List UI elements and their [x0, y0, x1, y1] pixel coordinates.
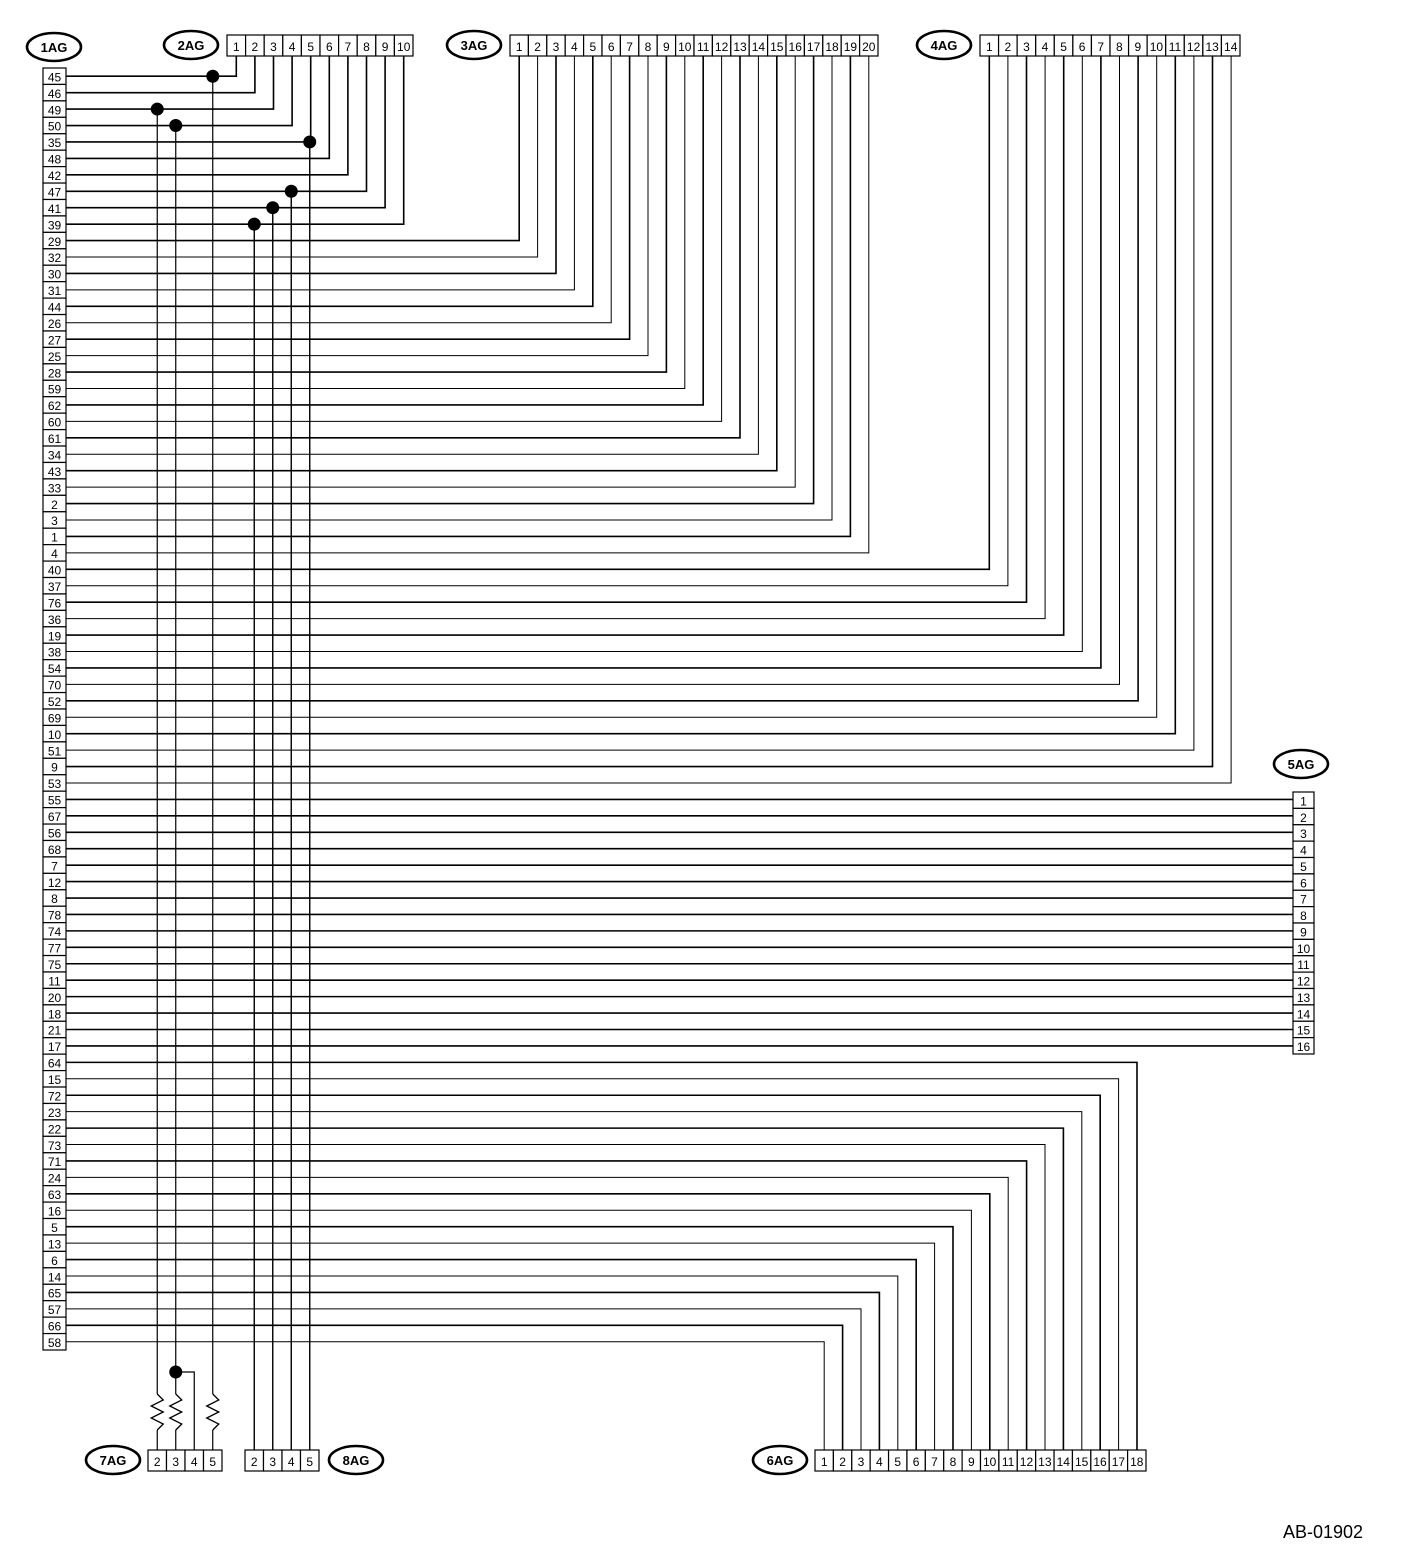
connector-6ag-pin-label: 3 [857, 1455, 865, 1469]
connector-1ag-pin-label: 48 [47, 152, 62, 167]
wire-6ag-5 [66, 1276, 898, 1450]
junction-dot [266, 201, 279, 214]
connector-6ag-pin-label: 1 [820, 1455, 828, 1469]
connector-2ag-pin-label: 5 [307, 40, 315, 54]
connector-4ag-pin-label: 1 [985, 40, 993, 54]
connector-1ag-pin-label: 37 [47, 579, 62, 594]
connector-6ag-pin-label: 12 [1019, 1455, 1034, 1469]
connector-5ag-pin-label: 13 [1296, 990, 1311, 1005]
connector-7ag-pin-label: 2 [153, 1455, 161, 1469]
wire-3ag-14 [66, 56, 758, 454]
connector-1ag-pin-label: 31 [47, 284, 62, 299]
connector-2ag-pin-label: 7 [344, 40, 352, 54]
wire-6ag-4 [66, 1292, 879, 1450]
connector-1ag-pin-label: 40 [47, 563, 62, 578]
connector-4ag-pin-label: 8 [1115, 40, 1123, 54]
connector-1ag-pin-label: 29 [47, 234, 62, 249]
connector-1ag-pin-label: 57 [47, 1303, 62, 1318]
connector-1ag-pin-label: 25 [47, 349, 62, 364]
wire-6ag-18 [66, 1062, 1137, 1450]
connector-1ag-label: 1AG [40, 40, 68, 55]
connector-8ag-label: 8AG [342, 1453, 370, 1468]
connector-6ag-pin-label: 11 [1001, 1455, 1015, 1469]
connector-1ag-pin-label: 44 [47, 300, 62, 315]
connector-3ag-pin-label: 15 [770, 40, 784, 54]
connector-3ag-pin-label: 7 [626, 40, 633, 54]
wire-4ag-13 [66, 56, 1213, 767]
wire-3ag-4 [66, 56, 574, 290]
connector-7ag-pin-label: 4 [190, 1455, 198, 1469]
connector-6ag-pin-label: 7 [931, 1455, 938, 1469]
wire-2ag-10 [66, 56, 404, 224]
connector-1ag-pin-label: 10 [47, 727, 62, 742]
wire-6ag-12 [66, 1161, 1027, 1450]
connector-1ag-pin-label: 1 [51, 530, 58, 545]
wire-3ag-15 [66, 56, 777, 471]
connector-2ag-pin-label: 1 [232, 40, 240, 54]
connector-1ag-pin-label: 2 [51, 497, 58, 512]
connector-8ag-pin-label: 3 [269, 1455, 277, 1469]
connector-1ag-pin-label: 8 [51, 892, 58, 907]
connector-1ag-pin-label: 58 [47, 1336, 62, 1350]
connector-1ag-pin-label: 53 [47, 777, 62, 792]
connector-1ag-pin-label: 46 [47, 86, 62, 101]
connector-1ag-pin-label: 69 [47, 711, 62, 726]
junction-dot [285, 185, 298, 198]
connector-5ag-pin-label: 12 [1296, 974, 1311, 989]
connector-7ag-label: 7AG [99, 1453, 127, 1468]
connector-2ag-pin-label: 3 [270, 40, 277, 54]
connector-1ag-pin-label: 11 [48, 974, 61, 989]
connector-1ag-pin-label: 13 [47, 1237, 62, 1252]
connector-1ag-pin-label: 30 [47, 267, 62, 282]
connector-4ag-pin-label: 10 [1149, 40, 1164, 54]
wire-6ag-2 [66, 1325, 843, 1450]
connector-3ag-pin-label: 13 [733, 40, 747, 54]
connector-1ag-pin-label: 45 [47, 70, 62, 85]
connector-6ag-pin-label: 8 [949, 1455, 957, 1469]
connector-4ag-pin-label: 13 [1205, 40, 1219, 54]
connector-2ag-label: 2AG [177, 38, 205, 53]
connector-4ag-pin-label: 5 [1060, 40, 1067, 54]
connector-8ag-pin-label: 5 [306, 1455, 314, 1469]
reference-code: AB-01902 [1283, 1522, 1364, 1542]
wire-3ag-2 [66, 56, 538, 257]
connector-1ag-pin-label: 50 [47, 119, 62, 134]
connector-5ag-pin-label: 2 [1300, 810, 1307, 825]
connector-2ag-pin-label: 2 [251, 40, 259, 54]
connector-1ag-pin-label: 14 [47, 1270, 62, 1285]
connector-2ag-pin-label: 6 [325, 40, 333, 54]
wire-3ag-12 [66, 56, 722, 421]
connector-6ag-pin-label: 2 [839, 1455, 846, 1469]
connector-1ag-pin-label: 73 [47, 1138, 62, 1153]
wire-6ag-17 [66, 1079, 1119, 1450]
connector-1ag-pin-label: 54 [47, 662, 62, 677]
connector-1ag-pin-label: 56 [47, 826, 62, 841]
connector-1ag-pin-label: 34 [47, 448, 62, 463]
connector-1ag-pin-label: 76 [47, 596, 62, 611]
wire-4ag-2 [66, 56, 1008, 586]
connector-6ag-pin-label: 18 [1130, 1455, 1144, 1469]
connector-1ag-pin-label: 3 [51, 514, 58, 529]
connector-1ag-pin-label: 26 [47, 316, 62, 331]
resistor-icon [207, 1394, 219, 1430]
connector-1ag-pin-label: 59 [47, 382, 62, 397]
connector-1ag-pin-label: 9 [51, 760, 58, 775]
connector-1ag-pin-label: 22 [47, 1122, 62, 1137]
connector-3ag-pin-label: 4 [571, 40, 578, 54]
connector-1ag-pin-label: 23 [47, 1105, 62, 1120]
junction-dot [206, 70, 219, 83]
connector-4ag-pin-label: 6 [1078, 40, 1086, 54]
connector-5ag-pin-label: 1 [1300, 794, 1307, 809]
connector-5ag-pin-label: 14 [1296, 1007, 1311, 1022]
connector-1ag-pin-label: 71 [47, 1155, 62, 1170]
connector-5ag-pin-label: 9 [1300, 925, 1307, 940]
connector-1ag-pin-label: 5 [51, 1220, 58, 1235]
connector-1ag-pin-label: 62 [47, 399, 62, 414]
connector-3ag-pin-label: 14 [751, 40, 766, 54]
connector-3ag-pin-label: 18 [825, 40, 839, 54]
connector-1ag-pin-label: 38 [47, 645, 62, 660]
wire-3ag-19 [66, 56, 850, 536]
connector-3ag-pin-label: 19 [843, 40, 858, 54]
connector-5ag-pin-label: 11 [1297, 958, 1310, 973]
connector-4ag-pin-label: 3 [1023, 40, 1030, 54]
connector-1ag-pin-label: 47 [47, 185, 62, 200]
connector-1ag-pin-label: 4 [51, 547, 58, 562]
connector-6ag-pin-label: 9 [967, 1455, 975, 1469]
connector-1ag-pin-label: 75 [47, 957, 62, 972]
connector-1ag-pin-label: 78 [47, 908, 62, 923]
connector-1ag-pin-label: 41 [47, 201, 62, 216]
connector-1ag-pin-label: 36 [47, 612, 62, 627]
connector-3ag-pin-label: 1 [515, 40, 523, 54]
connector-7ag-pin-label: 3 [172, 1455, 180, 1469]
wire-2ag-4 [66, 56, 292, 126]
connector-6ag-pin-label: 4 [876, 1455, 883, 1469]
wire-3ag-8 [66, 56, 648, 356]
wire-2ag-9 [66, 56, 385, 208]
connector-4ag-pin-label: 14 [1224, 40, 1238, 54]
connector-1ag-pin-label: 19 [47, 629, 62, 644]
wire-4ag-9 [66, 56, 1138, 701]
connector-1ag-pin-label: 72 [47, 1089, 62, 1104]
wire-6ag-1 [66, 1342, 824, 1450]
wire-4ag-7 [66, 56, 1101, 668]
connector-6ag-pin-label: 14 [1056, 1455, 1070, 1469]
connector-5ag-label: 5AG [1287, 757, 1315, 772]
connector-7ag-pin-label: 5 [209, 1455, 217, 1469]
wire-2ag-3 [66, 56, 274, 109]
connector-3ag-pin-label: 8 [644, 40, 652, 54]
wire-6ag-7 [66, 1243, 935, 1450]
wire-3ag-6 [66, 56, 611, 323]
connector-1ag-pin-label: 17 [47, 1040, 62, 1055]
connector-4ag-label: 4AG [930, 38, 958, 53]
connector-1ag-pin-label: 32 [47, 251, 62, 266]
connector-6ag-pin-label: 6 [912, 1455, 920, 1469]
junction-dot [151, 103, 164, 116]
connector-6ag-pin-label: 5 [894, 1455, 902, 1469]
connector-1ag-pin-label: 52 [47, 695, 62, 709]
connector-4ag-pin-label: 7 [1097, 40, 1105, 54]
connector-8ag-pin-label: 2 [250, 1455, 258, 1469]
connector-1ag-pin-label: 12 [47, 875, 62, 890]
wire-6ag-3 [66, 1309, 861, 1450]
wire-2ag-6 [66, 56, 329, 158]
connector-2ag-pin-label: 9 [381, 40, 389, 54]
connector-1ag-pin-label: 70 [47, 678, 62, 693]
connector-3ag-pin-label: 5 [589, 40, 597, 54]
connector-6ag-pin-label: 16 [1093, 1455, 1107, 1469]
connector-5ag-pin-label: 7 [1300, 892, 1307, 907]
connector-5ag-pin-label: 6 [1300, 876, 1307, 891]
resistor-icon [170, 1394, 182, 1430]
connector-3ag-pin-label: 17 [806, 40, 821, 54]
connector-1ag-pin-label: 51 [47, 744, 62, 759]
connector-1ag-pin-label: 68 [47, 842, 62, 857]
connector-8ag-pin-label: 4 [287, 1455, 295, 1469]
connector-1ag-pin-label: 24 [47, 1171, 62, 1186]
connector-4ag-pin-label: 11 [1168, 40, 1182, 54]
connector-4ag-pin-label: 2 [1004, 40, 1012, 54]
connector-3ag-pin-label: 9 [663, 40, 670, 54]
connector-5ag-pin-label: 15 [1296, 1023, 1311, 1038]
connector-3ag-label: 3AG [460, 38, 488, 53]
connector-1ag-pin-label: 74 [47, 925, 62, 940]
connector-3ag-pin-label: 12 [714, 40, 729, 54]
connector-1ag-pin-label: 60 [47, 415, 62, 430]
connector-1ag-pin-label: 28 [47, 366, 62, 381]
connector-1ag-pin-label: 21 [47, 1023, 62, 1038]
connector-3ag-pin-label: 16 [788, 40, 802, 54]
connector-5ag-pin-label: 5 [1300, 859, 1307, 874]
connector-2ag-pin-label: 4 [288, 40, 296, 54]
connector-5ag-pin-label: 3 [1300, 827, 1307, 842]
connector-1ag-pin-label: 67 [47, 810, 62, 825]
junction-dot [248, 218, 261, 231]
connector-1ag-pin-label: 33 [47, 481, 62, 496]
junction-dot [169, 119, 182, 132]
connector-1ag-pin-label: 77 [47, 941, 62, 956]
connector-1ag-pin-label: 61 [47, 432, 62, 447]
wire-4ag-5 [66, 56, 1064, 635]
wire-6ag-16 [66, 1095, 1100, 1450]
connector-5ag-pin-label: 16 [1296, 1040, 1311, 1054]
connector-1ag-pin-label: 18 [47, 1007, 62, 1022]
connector-3ag-pin-label: 6 [607, 40, 615, 54]
wire-6ag-11 [66, 1177, 1008, 1450]
connector-1ag-pin-label: 16 [47, 1204, 62, 1219]
connector-1ag-pin-label: 39 [47, 218, 62, 233]
connector-1ag-pin-label: 63 [47, 1188, 62, 1203]
wire-4ag-14 [66, 56, 1231, 783]
connector-1ag-pin-label: 65 [47, 1286, 62, 1301]
connector-2ag-pin-label: 8 [363, 40, 370, 54]
junction-dot [303, 135, 316, 148]
connector-3ag-pin-label: 20 [862, 40, 876, 54]
connector-1ag-pin-label: 6 [51, 1253, 58, 1268]
connector-5ag-pin-label: 10 [1296, 941, 1311, 956]
wire-3ag-20 [66, 56, 869, 553]
connector-4ag-pin-label: 4 [1041, 40, 1049, 54]
connector-1ag-pin-label: 27 [47, 333, 62, 348]
connector-6ag-pin-label: 10 [983, 1455, 997, 1469]
connector-6ag-pin-label: 17 [1111, 1455, 1126, 1469]
wire-6ag-6 [66, 1260, 916, 1450]
connector-6ag-pin-label: 13 [1038, 1455, 1052, 1469]
connector-1ag-pin-label: 42 [47, 169, 62, 184]
wire-6ag-10 [66, 1194, 990, 1450]
connector-5ag-pin-label: 4 [1300, 843, 1307, 858]
connector-1ag-pin-label: 66 [47, 1319, 62, 1334]
connector-6ag-label: 6AG [766, 1453, 794, 1468]
connector-3ag-pin-label: 10 [678, 40, 692, 54]
resistor-icon [151, 1394, 163, 1430]
connector-4ag-pin-label: 12 [1186, 40, 1201, 54]
connector-2ag-pin-label: 10 [397, 40, 411, 54]
connector-1ag-pin-label: 20 [47, 990, 62, 1005]
connector-1ag-pin-label: 15 [47, 1073, 62, 1088]
connector-5ag-pin-label: 8 [1300, 909, 1307, 923]
connector-1ag-pin-label: 43 [47, 464, 62, 479]
connector-4ag-pin-label: 9 [1134, 40, 1142, 54]
connector-1ag-pin-label: 7 [51, 859, 58, 874]
connector-1ag-pin-label: 64 [47, 1056, 62, 1071]
connector-6ag-pin-label: 15 [1074, 1455, 1089, 1469]
connector-3ag-pin-label: 2 [534, 40, 541, 54]
connector-3ag-pin-label: 3 [552, 40, 560, 54]
connector-1ag-pin-label: 49 [47, 103, 62, 118]
connector-1ag-pin-label: 55 [47, 793, 62, 808]
wire-6ag-9 [66, 1210, 971, 1450]
connector-3ag-pin-label: 11 [696, 40, 710, 54]
connector-1ag-pin-label: 35 [47, 136, 62, 151]
wire-2ag-2 [66, 56, 255, 93]
